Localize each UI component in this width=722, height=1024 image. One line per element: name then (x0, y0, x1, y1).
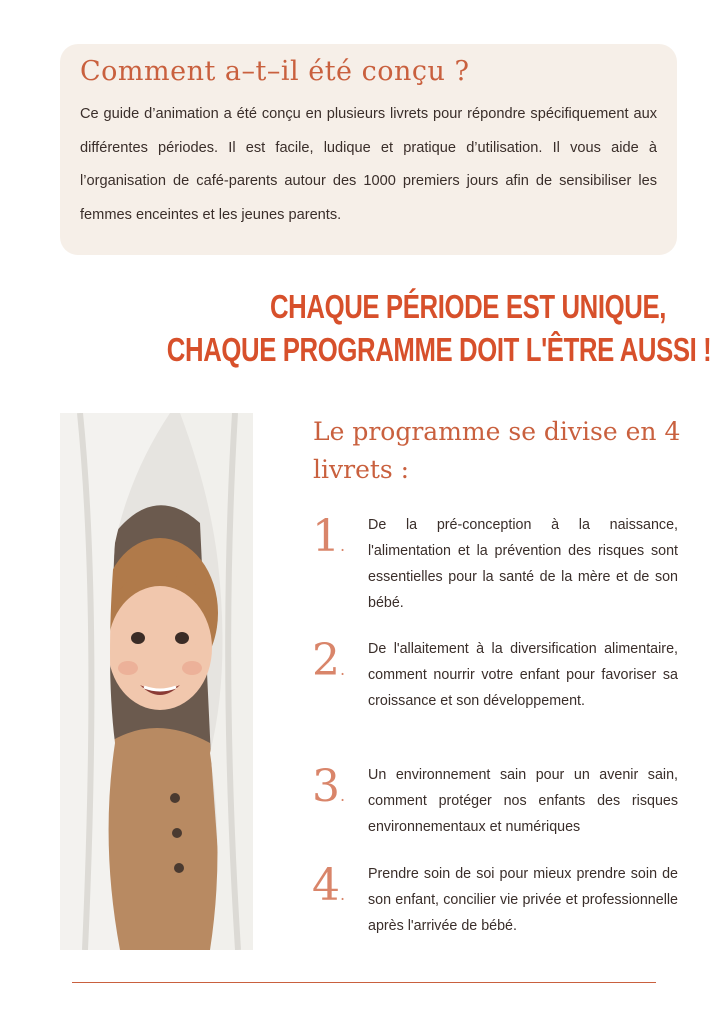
booklet-number: 1. (312, 511, 346, 562)
booklet-number: 2. (312, 635, 346, 686)
child-photo (60, 413, 253, 950)
program-title: Le programme se divise en 4 livrets : (313, 417, 681, 484)
child-peeking-illustration (60, 413, 253, 950)
booklet-item (312, 512, 678, 622)
booklet-number: 3. (312, 761, 346, 812)
booklet-text: De l'allaitement à la diversification alimentaire, comment nourrir votre enfant pour favoriser sa croissance et son développement. (368, 641, 678, 709)
headline-line-1: CHAQUE PÉRIODE EST UNIQUE, (269, 288, 666, 325)
booklet-number: 4. (312, 860, 346, 911)
headline (166, 285, 712, 371)
booklet-text: Un environnement sain pour un avenir sain, comment protéger nos enfants des risques environnementaux et numériques (368, 767, 678, 835)
booklet-item (312, 861, 678, 951)
booklet-item (312, 636, 678, 746)
intro-text: Ce guide d’animation a été conçu en plusieurs livrets pour répondre spécifiquement aux différentes périodes. Il est facile, ludique et pratique d’utilisation. Il vous aide à l’organisation de café-parents autour des 1000 premiers jours afin de sensibiliser les femmes enceintes et les jeunes parents. (80, 106, 657, 223)
booklet-text: Prendre soin de soi pour mieux prendre soin de son enfant, concilier vie privée et professionnelle après l'arrivée de bébé. (368, 866, 678, 934)
booklet-text: De la pré-conception à la naissance, l'alimentation et la prévention des risques sont essentielles pour la santé de la mère et de son bébé. (368, 517, 678, 611)
footer-divider (72, 982, 656, 983)
intro-title: Comment a–t–il été conçu ? (80, 56, 470, 87)
intro-box (60, 44, 677, 255)
booklet-item (312, 762, 678, 852)
headline-line-2: CHAQUE PROGRAMME DOIT L'ÊTRE AUSSI ! (166, 331, 712, 368)
